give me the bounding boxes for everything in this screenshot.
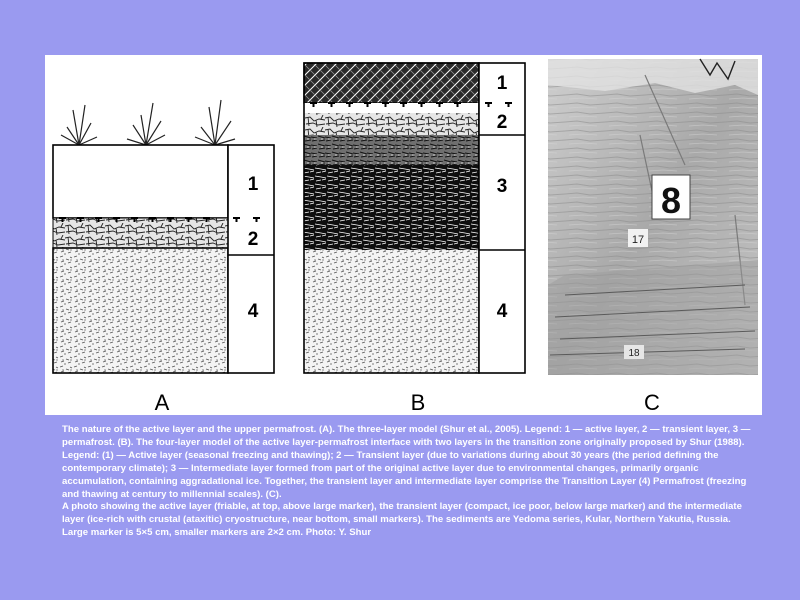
figure-caption (62, 424, 752, 540)
grass-illustration (61, 100, 235, 145)
caption-paragraph-2: A photo showing the active layer (friable, at top, above large marker), the transient layer (compact, ice poor, below large marker) and the intermediate layer (ice-rich with crustal (ataxitic) cryostructure, near bottom, small markers). The sediments are Yedoma series, Kular, Northern Yakutia, Russia. Large marker is 5×5 cm, smaller markers are 2×2 cm. Photo: Y. Shur (62, 501, 742, 539)
panel-b-layer-4: 4 (496, 301, 508, 322)
large-marker-number: 8 (660, 180, 682, 221)
panel-b-layer-1: 1 (496, 73, 508, 94)
panel-b-label: B (410, 390, 426, 415)
panel-b-layer-3: 3 (496, 176, 508, 197)
panel-a-layer-4: 4 (247, 301, 259, 322)
figure-illustration (45, 55, 762, 415)
small-marker-upper-number: 17 (631, 234, 645, 246)
panel-c-label: C (644, 390, 660, 415)
panel-a-layer-1: 1 (247, 174, 259, 195)
figure-panel (45, 55, 762, 415)
small-marker-lower-number: 18 (628, 348, 640, 359)
panel-a (53, 100, 274, 415)
panel-c (548, 59, 758, 415)
panel-a-label: A (154, 390, 170, 415)
caption-paragraph-1: The nature of the active layer and the upper permafrost. (A). The three-layer model (Shur et al., 2005). Legend: 1 — active layer, 2 — transient layer, 3 — permafrost. (B). The four-layer model of the active layer-permafrost interface with two layers in the transition zone originally proposed by Shur (1988). Legend: (1) — Active layer (seasonal freezing and thawing); 2 — Transient layer (due to variations during about 30 years (the period defining the contemporary climate); 3 — Intermediate layer formed from part of the original active layer due to environmental changes, primarily organic accumulation, containing aggradational ice. Together, the transient layer and intermediate layer comprise the Transition Layer (4) Permafrost (freezing and thawing at century to millennial scales). (C). (62, 424, 751, 500)
panel-a-layer-2: 2 (247, 229, 259, 250)
panel-b-layer-2: 2 (496, 112, 508, 133)
panel-b (304, 63, 525, 415)
